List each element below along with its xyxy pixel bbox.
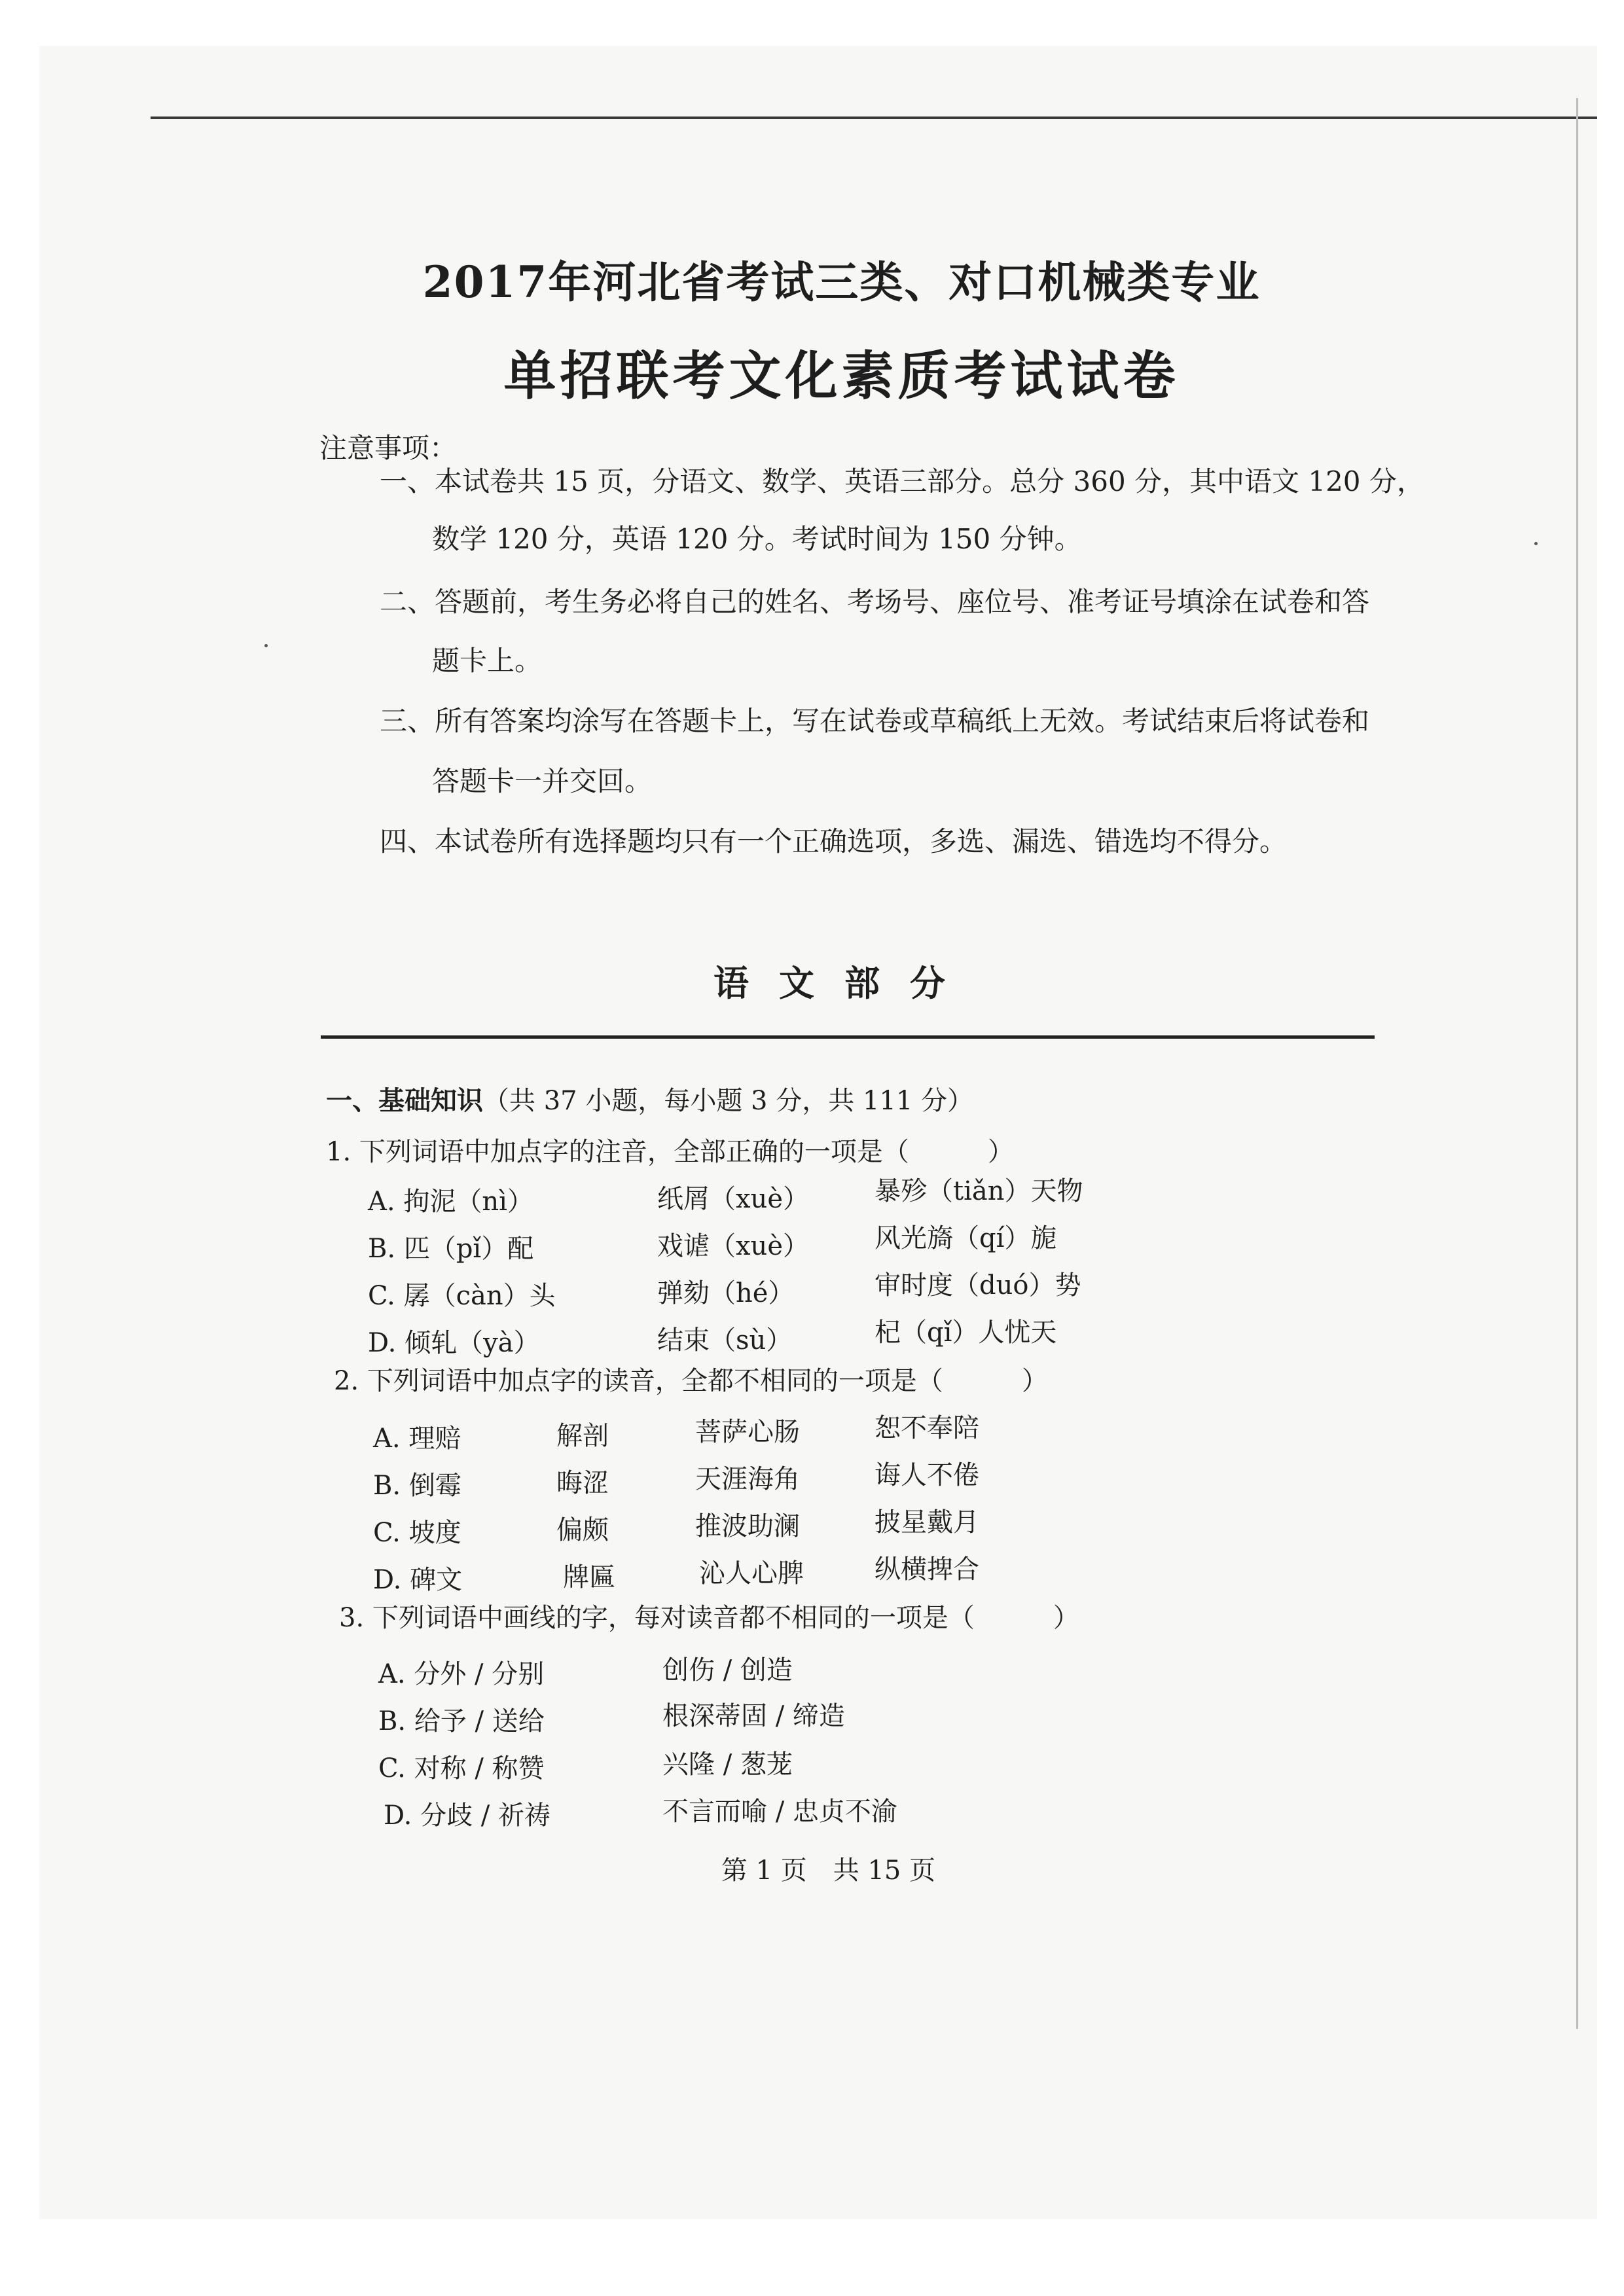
- note-item-1: 一、本试卷共 15 页，分语文、数学、英语三部分。总分 360 分，其中语文 120 分，: [380, 465, 1424, 497]
- section-title: 语文部分: [713, 962, 975, 1004]
- note-item-3-cont: 答题卡一并交回。: [432, 765, 653, 797]
- q3-option-d-1: D. 分歧 / 祈祷: [384, 1801, 550, 1831]
- section-divider: [321, 1035, 1375, 1039]
- q1-option-d-1: D. 倾轧（yà）: [368, 1328, 540, 1358]
- q2-option-d-2: 牌匾: [563, 1562, 615, 1592]
- question-1-stem: 1. 下列词语中加点字的注音，全部正确的一项是（ ）: [326, 1137, 1014, 1167]
- q2-option-d-4: 纵横捭合: [875, 1554, 979, 1585]
- page-footer: 第 1 页 共 15 页: [721, 1856, 936, 1886]
- q1-option-b-1: B. 匹（pǐ）配: [368, 1234, 534, 1264]
- scan-speck: [1534, 542, 1538, 545]
- q3-option-b-1: B. 给予 / 送给: [378, 1706, 545, 1736]
- notes-label: 注意事项：: [319, 432, 458, 464]
- note-item-4: 四、本试卷所有选择题均只有一个正确选项，多选、漏选、错选均不得分。: [380, 825, 1288, 857]
- q1-option-d-2: 结束（sù）: [657, 1325, 793, 1355]
- q2-option-b-2: 晦涩: [556, 1468, 609, 1498]
- note-item-2-cont: 题卡上。: [432, 645, 543, 677]
- q2-option-c-4: 披星戴月: [875, 1507, 979, 1537]
- q1-option-b-2: 戏谑（xuè）: [657, 1231, 809, 1261]
- note-item-3: 三、所有答案均涂写在答题卡上，写在试卷或草稿纸上无效。考试结束后将试卷和: [380, 705, 1370, 737]
- q2-option-c-2: 偏颇: [556, 1515, 609, 1545]
- q3-option-b-2: 根深蒂固 / 缔造: [662, 1701, 845, 1731]
- scan-speck: [264, 644, 268, 647]
- q3-option-c-1: C. 对称 / 称赞: [378, 1753, 545, 1784]
- part-heading-detail: （共 37 小题，每小题 3 分，共 111 分）: [483, 1086, 973, 1116]
- q3-option-d-2: 不言而喻 / 忠贞不渝: [662, 1797, 897, 1827]
- q2-option-a-2: 解剖: [556, 1421, 609, 1451]
- exam-title-line1: 2017年河北省考试三类、对口机械类专业: [422, 257, 1261, 308]
- exam-title-line2: 单招联考文化素质考试试卷: [503, 345, 1180, 406]
- q1-option-c-2: 弹劾（hé）: [657, 1278, 795, 1308]
- note-item-1-cont: 数学 120 分，英语 120 分。考试时间为 150 分钟。: [432, 523, 1082, 555]
- q2-option-b-3: 天涯海角: [695, 1464, 800, 1494]
- part-heading: [326, 1080, 973, 1117]
- q2-option-d-1: D. 碑文: [373, 1565, 463, 1595]
- part-heading-label: 一、基础知识: [326, 1085, 483, 1116]
- q2-option-d-3: 沁人心脾: [699, 1558, 804, 1588]
- question-3-stem: 3. 下列词语中画线的字，每对读音都不相同的一项是（ ）: [339, 1603, 1079, 1633]
- q3-option-a-2: 创伤 / 创造: [662, 1655, 793, 1685]
- q1-option-a-2: 纸屑（xuè）: [657, 1184, 809, 1214]
- q2-option-a-4: 恕不奉陪: [875, 1413, 979, 1443]
- q1-option-c-3: 审时度（duó）势: [875, 1270, 1081, 1300]
- q3-option-a-1: A. 分外 / 分别: [378, 1659, 545, 1689]
- q2-option-a-3: 菩萨心肠: [695, 1417, 800, 1447]
- q2-option-b-4: 诲人不倦: [875, 1460, 979, 1490]
- q2-option-a-1: A. 理赔: [373, 1424, 461, 1454]
- q1-option-a-3: 暴殄（tiǎn）天物: [875, 1176, 1083, 1206]
- q1-option-c-1: C. 孱（càn）头: [368, 1281, 556, 1311]
- scan-top-edge: [151, 117, 1597, 119]
- q1-option-a-1: A. 拘泥（nì）: [368, 1187, 533, 1217]
- question-2-stem: 2. 下列词语中加点字的读音，全都不相同的一项是（ ）: [334, 1366, 1048, 1396]
- q3-option-c-2: 兴隆 / 葱茏: [662, 1749, 793, 1780]
- q1-option-b-3: 风光旖（qí）旎: [875, 1223, 1057, 1253]
- q2-option-c-1: C. 坡度: [373, 1518, 461, 1548]
- q2-option-c-3: 推波助澜: [695, 1511, 800, 1541]
- q2-option-b-1: B. 倒霉: [373, 1471, 461, 1501]
- q1-option-d-3: 杞（qǐ）人忧天: [875, 1318, 1057, 1348]
- note-item-2: 二、答题前，考生务必将自己的姓名、考场号、座位号、准考证号填涂在试卷和答: [380, 586, 1370, 618]
